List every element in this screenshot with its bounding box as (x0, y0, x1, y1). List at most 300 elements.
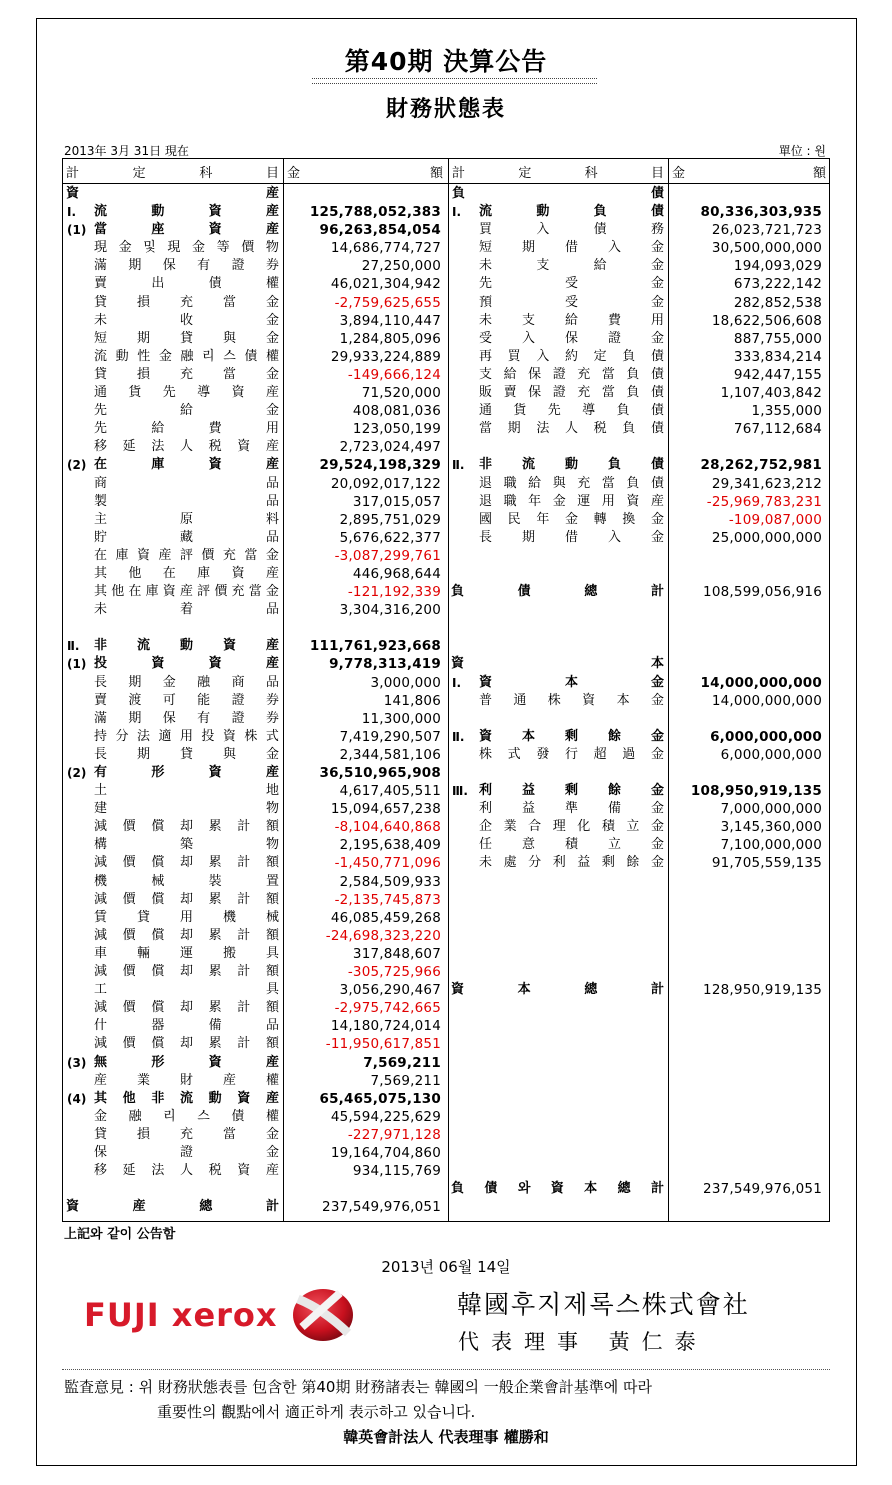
amount-value: 19,164,704,860 (330, 1144, 441, 1161)
table-row (63, 529, 448, 547)
account-label: 資 本 總 計 (451, 982, 664, 998)
amount-value: -3,087,299,761 (334, 547, 441, 564)
table-row (63, 601, 448, 619)
section-number: Ⅲ. (452, 784, 468, 799)
total-row (448, 583, 829, 601)
amount-value: 108,950,919,135 (690, 783, 822, 800)
page-title: 第40期 決算公告 (344, 47, 548, 76)
amount-value: 125,788,052,383 (309, 204, 441, 221)
table-row (63, 854, 448, 872)
table-row (63, 456, 448, 474)
account-label: 無 形 資 産 (94, 1054, 279, 1070)
account-label: 金 融 리 스 債 權 (94, 1108, 279, 1124)
table-row (63, 999, 448, 1017)
table-row (63, 1090, 448, 1108)
amount-value: 14,000,000,000 (700, 674, 822, 691)
table-row (448, 728, 829, 746)
blank-row (448, 637, 829, 655)
account-label: 先 受 金 (479, 276, 664, 292)
xerox-sphere-icon (290, 1287, 356, 1343)
table-header (63, 159, 829, 184)
table-row (448, 294, 829, 312)
amount-value: 108,599,056,916 (703, 584, 822, 601)
table-row (448, 818, 829, 836)
blank-row (448, 1162, 829, 1180)
amount-value: 128,950,919,135 (703, 982, 822, 999)
table-row (63, 800, 448, 818)
amount-value: -2,135,745,873 (334, 891, 441, 908)
table-row (448, 384, 829, 402)
blank-row (448, 1126, 829, 1144)
amount-value: -109,087,000 (728, 511, 822, 528)
table-row (448, 746, 829, 764)
announcement-date: 2013년 06월 14일 (381, 1258, 511, 1276)
table-row (63, 438, 448, 456)
account-label: 未 着 品 (94, 602, 279, 618)
amount-value: -11,950,617,851 (325, 1036, 441, 1053)
account-label: 預 受 金 (479, 294, 664, 310)
amount-value: -121,192,339 (347, 584, 441, 601)
amount-value: 30,500,000,000 (711, 240, 822, 257)
section-number: (2) (67, 458, 87, 473)
table-row (63, 728, 448, 746)
amount-value: 80,336,303,935 (700, 204, 822, 221)
table-row (448, 836, 829, 854)
assets-column (63, 185, 448, 1216)
section-label-liabilities: 負 債 (452, 186, 664, 201)
blank-row (448, 565, 829, 583)
blank-row (448, 1090, 829, 1108)
account-label: 長 期 借 入 金 (479, 529, 664, 545)
blank-row (448, 1144, 829, 1162)
amount-value: 141,806 (383, 692, 441, 709)
ceo-name: 代表理事 黃仁泰 (458, 1330, 708, 1354)
account-label: 賣 渡 可 能 證 券 (94, 692, 279, 708)
amount-value: 673,222,142 (733, 276, 822, 293)
table-row (448, 366, 829, 384)
account-label: 在 庫 資 産 (94, 457, 279, 473)
table-row (448, 655, 829, 673)
amount-value: 26,023,721,723 (711, 222, 822, 239)
account-label: 買 入 債 務 (479, 222, 664, 238)
account-label: 先 給 金 (94, 403, 279, 419)
account-label: 減 價 償 却 累 計 額 (94, 891, 279, 907)
account-label: 短 期 借 入 金 (479, 240, 664, 256)
header-account-right: 計 定 科 目 (452, 166, 664, 181)
amount-value: 6,000,000,000 (720, 746, 822, 763)
account-label: 有 形 資 産 (94, 765, 279, 780)
account-label: 負 債 와 資 本 總 計 (451, 1181, 664, 1197)
account-label: 建 物 (94, 801, 279, 817)
amount-value: -227,971,128 (347, 1126, 441, 1143)
table-row (448, 529, 829, 547)
table-row (448, 402, 829, 420)
account-label: 任 意 積 立 金 (479, 837, 664, 853)
blank-row (448, 601, 829, 619)
amount-value: 7,569,211 (363, 1054, 441, 1071)
section-number: (1) (67, 657, 87, 672)
amount-value: 237,549,976,051 (322, 1199, 441, 1216)
amount-value: 1,355,000 (751, 403, 822, 420)
table-row (63, 221, 448, 239)
amount-value: 7,569,211 (370, 1072, 441, 1089)
header-account-left: 計 定 科 目 (66, 166, 279, 181)
account-label: 長 期 貸 與 金 (94, 746, 279, 762)
account-label: 利 益 準 備 金 (479, 801, 664, 817)
assets-rows (63, 203, 448, 1216)
amount-value: 29,341,623,212 (711, 475, 822, 492)
table-row (448, 475, 829, 493)
account-label: 減 價 償 却 累 計 額 (94, 855, 279, 871)
amount-value: 3,304,316,200 (339, 602, 441, 619)
account-label: 流 動 性 金 融 리 스 債 權 (94, 348, 279, 364)
auditor-signature: 韓英會計法人 代表理事 權勝和 (343, 1428, 549, 1446)
table-row (63, 1162, 448, 1180)
title-divider (312, 78, 597, 84)
table-row (63, 1017, 448, 1035)
table-row (63, 746, 448, 764)
amount-value: 6,000,000,000 (710, 728, 822, 745)
table-row (63, 384, 448, 402)
amount-value: 25,000,000,000 (711, 529, 822, 546)
account-label: 貸 損 充 當 金 (94, 294, 279, 310)
amount-value: 2,895,751,029 (339, 511, 441, 528)
account-label: 在 庫 資 産 評 價 充 當 金 (94, 547, 279, 563)
account-label: 減 價 償 却 累 計 額 (94, 819, 279, 835)
account-label: 貸 損 充 當 金 (94, 1126, 279, 1142)
table-row (448, 275, 829, 293)
table-row (63, 981, 448, 999)
blank-row (448, 1108, 829, 1126)
section-number: (1) (67, 223, 87, 238)
amount-value: 3,056,290,467 (339, 982, 441, 999)
table-row (63, 511, 448, 529)
table-row (63, 710, 448, 728)
account-label: 賣 出 債 權 (94, 276, 279, 292)
account-label: 長 期 金 融 商 品 (94, 674, 279, 690)
account-label: 當 期 法 人 税 負 債 (479, 421, 664, 437)
table-row (448, 692, 829, 710)
table-row (63, 565, 448, 583)
account-label: 滿 期 保 有 證 券 (94, 710, 279, 726)
amount-value: 3,894,110,447 (339, 312, 441, 329)
table-row (448, 203, 829, 221)
account-label: 持 分 法 適 用 投 資 株 式 (94, 728, 279, 744)
account-label: 移 延 法 人 税 資 産 (94, 439, 279, 455)
account-label: 退 職 給 與 充 當 負 債 (479, 475, 664, 491)
table-row (448, 854, 829, 872)
balance-sheet-table (62, 158, 830, 1222)
amount-value: -305,725,966 (347, 964, 441, 981)
table-row (63, 1108, 448, 1126)
amount-value: -2,759,625,655 (334, 294, 441, 311)
table-row (448, 800, 829, 818)
announcement-note: 上記와 같이 公告함 (64, 1227, 176, 1242)
table-row (63, 547, 448, 565)
account-label: 減 價 償 却 累 計 額 (94, 1036, 279, 1052)
table-row (63, 366, 448, 384)
table-row (448, 239, 829, 257)
amount-value: 46,021,304,942 (330, 276, 441, 293)
amount-value: 29,524,198,329 (319, 457, 441, 474)
table-row (63, 674, 448, 692)
blank-row (448, 1072, 829, 1090)
amount-value: 11,300,000 (361, 710, 441, 727)
account-label: 短 期 貸 與 金 (94, 330, 279, 346)
company-name: 韓國후지제록스株式會社 (457, 1290, 750, 1319)
account-label: 滿 期 保 有 證 券 (94, 258, 279, 274)
account-label: 非 流 動 資 産 (94, 638, 279, 654)
account-label: 移 延 法 人 税 資 産 (94, 1163, 279, 1179)
account-label: 負 債 總 計 (451, 584, 664, 600)
table-row (63, 330, 448, 348)
section-number: Ⅱ. (452, 729, 465, 744)
audit-opinion-line2: 重要性의 觀點에서 適正하게 表示하고 있습니다. (157, 1403, 476, 1421)
amount-value: 123,050,199 (352, 421, 441, 438)
table-row (448, 511, 829, 529)
blank-row (448, 710, 829, 728)
account-label: 什 器 備 品 (94, 1018, 279, 1034)
account-label: 流 動 負 債 (479, 204, 664, 220)
amount-value: 14,180,724,014 (330, 1018, 441, 1035)
table-row (448, 312, 829, 330)
amount-value: 767,112,684 (733, 421, 822, 438)
account-label: 構 築 物 (94, 837, 279, 853)
amount-value: 15,094,657,238 (330, 801, 441, 818)
amount-value: 111,761,923,668 (309, 638, 441, 655)
amount-value: 27,250,000 (361, 258, 441, 275)
logo-wordmark: FUJI xerox (84, 1296, 278, 1334)
amount-value: 194,093,029 (733, 258, 822, 275)
liabilities-rows (448, 203, 829, 1198)
table-row (63, 1126, 448, 1144)
amount-value: 282,852,538 (733, 294, 822, 311)
table-row (63, 493, 448, 511)
table-row (63, 963, 448, 981)
amount-value: 446,968,644 (352, 565, 441, 582)
amount-value: 2,723,024,497 (339, 439, 441, 456)
account-label: 其 他 非 流 動 資 産 (94, 1090, 279, 1106)
blank-row (448, 1035, 829, 1053)
amount-value: 20,092,017,122 (330, 475, 441, 492)
section-number: Ⅱ. (67, 639, 80, 654)
account-label: 退 職 年 金 運 用 資 産 (479, 493, 664, 509)
table-row (63, 402, 448, 420)
account-label: 未 支 給 金 (479, 258, 664, 274)
amount-value: -1,450,771,096 (334, 855, 441, 872)
amount-value: -2,975,742,665 (334, 1000, 441, 1017)
blank-row (448, 1017, 829, 1035)
blank-row (448, 764, 829, 782)
account-label: 支 給 保 證 充 當 負 債 (479, 366, 664, 382)
amount-value: 91,705,559,135 (711, 855, 822, 872)
section-number: (4) (67, 1091, 87, 1106)
table-row (448, 221, 829, 239)
table-row (63, 1035, 448, 1053)
account-label: 資 本 金 (479, 674, 664, 690)
account-label: 貸 損 充 當 金 (94, 366, 279, 382)
amount-value: 1,284,805,096 (339, 330, 441, 347)
table-row (63, 1054, 448, 1072)
table-row (63, 782, 448, 800)
table-row (63, 891, 448, 909)
blank-row (448, 945, 829, 963)
account-label: 未 收 金 (94, 312, 279, 328)
account-label: 機 械 裝 置 (94, 873, 279, 889)
amount-value: 887,755,000 (733, 330, 822, 347)
total-row (63, 1198, 448, 1216)
amount-value: 5,676,622,377 (339, 529, 441, 546)
account-label: 車 輛 運 搬 具 (94, 945, 279, 961)
amount-value: 7,100,000,000 (720, 837, 822, 854)
amount-value: 317,848,607 (352, 945, 441, 962)
blank-row (448, 873, 829, 891)
account-label: 投 資 資 産 (94, 656, 279, 672)
amount-value: 317,015,057 (352, 493, 441, 510)
account-label: 再 買 入 約 定 負 債 (479, 348, 664, 364)
table-row (448, 420, 829, 438)
account-label: 其 他 在 庫 資 産 (94, 565, 279, 581)
table-row (63, 1144, 448, 1162)
account-label: 資 産 總 計 (66, 1199, 279, 1215)
account-label: 産 業 財 産 權 (94, 1072, 279, 1088)
amount-value: 237,549,976,051 (703, 1181, 822, 1198)
table-row (63, 294, 448, 312)
amount-value: 942,447,155 (733, 366, 822, 383)
amount-value: 96,263,854,054 (319, 222, 441, 239)
header-amount-left: 金 額 (287, 166, 443, 181)
table-row (63, 637, 448, 655)
amount-value: 45,594,225,629 (330, 1108, 441, 1125)
table-row (63, 873, 448, 891)
amount-value: 4,617,405,511 (339, 783, 441, 800)
account-label: 未 支 給 費 用 (479, 312, 664, 328)
audit-opinion-line1: 監査意見 : 위 財務狀態表를 包含한 第40期 財務諸表는 韓國의 一般企業會計基準에 따라 (64, 1378, 652, 1396)
table-row (63, 655, 448, 673)
blank-row (448, 999, 829, 1017)
table-row (448, 782, 829, 800)
amount-value: 28,262,752,981 (700, 457, 822, 474)
section-number: Ⅰ. (452, 675, 462, 690)
liabilities-column (448, 185, 829, 1198)
unit-label: 單位 : 원 (778, 144, 826, 158)
table-row (448, 257, 829, 275)
amount-value: 2,195,638,409 (339, 837, 441, 854)
account-label: 賃 貸 用 機 械 (94, 909, 279, 925)
amount-value: 36,510,965,908 (319, 765, 441, 781)
section-label-assets: 資 産 (66, 186, 279, 201)
table-row (63, 692, 448, 710)
table-row (448, 330, 829, 348)
total-row (448, 981, 829, 999)
amount-value: 46,085,459,268 (330, 909, 441, 926)
table-row (63, 836, 448, 854)
table-row (63, 312, 448, 330)
as-of-date: 2013年 3月 31日 現在 (64, 144, 189, 158)
account-label: 企 業 合 理 化 積 立 金 (479, 819, 664, 835)
account-label: 現 金 및 現 金 等 價 物 (94, 240, 279, 256)
blank-row (448, 547, 829, 565)
table-row (448, 674, 829, 692)
account-label: 販 賣 保 證 充 當 負 債 (479, 385, 664, 401)
blank-row (448, 1054, 829, 1072)
table-row (63, 275, 448, 293)
section-number: Ⅱ. (452, 458, 465, 473)
account-label: 貯 藏 品 (94, 529, 279, 545)
amount-value: 7,419,290,507 (339, 728, 441, 745)
blank-row (63, 619, 448, 637)
amount-value: 333,834,214 (733, 348, 822, 365)
blank-row (448, 438, 829, 456)
amount-value: -24,698,323,220 (325, 927, 441, 944)
table-row (63, 927, 448, 945)
amount-value: 934,115,769 (352, 1163, 441, 1180)
amount-value: 7,000,000,000 (720, 801, 822, 818)
amount-value: 2,584,509,933 (339, 873, 441, 890)
amount-value: 2,344,581,106 (339, 746, 441, 763)
account-label: 普 通 株 資 本 金 (479, 692, 664, 708)
amount-value: 14,686,774,727 (330, 240, 441, 257)
account-label: 國 民 年 金 轉 換 金 (479, 511, 664, 527)
amount-value: 1,107,403,842 (720, 385, 822, 402)
blank-row (448, 891, 829, 909)
table-row (63, 1072, 448, 1090)
table-row (63, 203, 448, 221)
account-label: 非 流 動 負 債 (479, 457, 664, 473)
blank-row (448, 927, 829, 945)
fuji-xerox-logo (84, 1287, 356, 1343)
amount-value: -149,666,124 (347, 366, 441, 383)
table-row (63, 764, 448, 782)
section-number: Ⅰ. (67, 205, 77, 220)
account-label: 利 益 剩 餘 金 (479, 783, 664, 799)
table-row (63, 239, 448, 257)
account-label: 其 他 在 庫 資 産 評 價 充 當 金 (94, 584, 279, 600)
account-label: 土 地 (94, 783, 279, 799)
account-label: 通 貨 先 導 資 産 (94, 385, 279, 401)
table-row (63, 818, 448, 836)
account-label: 通 貨 先 導 負 債 (479, 403, 664, 419)
account-label: 主 原 料 (94, 511, 279, 527)
table-row (63, 420, 448, 438)
audit-divider (62, 1369, 830, 1370)
amount-value: 3,000,000 (370, 674, 441, 691)
account-label: 當 座 資 産 (94, 222, 279, 238)
account-label: 減 價 償 却 累 計 額 (94, 927, 279, 943)
account-label: 商 品 (94, 475, 279, 491)
account-label: 未 處 分 利 益 剩 餘 金 (479, 855, 664, 871)
table-row (63, 475, 448, 493)
amount-value: 9,778,313,419 (329, 656, 441, 673)
account-label: 先 給 費 用 (94, 421, 279, 437)
total-row (448, 1180, 829, 1198)
amount-value: 3,145,360,000 (720, 819, 822, 836)
table-row (63, 909, 448, 927)
amount-value: -25,969,783,231 (706, 493, 822, 510)
statement-title: 財務狀態表 (385, 97, 506, 122)
amount-value: 65,465,075,130 (319, 1090, 441, 1107)
account-label: 減 價 償 却 累 計 額 (94, 964, 279, 980)
account-label: 工 具 (94, 982, 279, 998)
account-label: 受 入 保 證 金 (479, 330, 664, 346)
section-number: Ⅰ. (452, 205, 462, 220)
table-row (63, 945, 448, 963)
table-row (63, 257, 448, 275)
table-row (63, 583, 448, 601)
section-number: (2) (67, 766, 87, 780)
section-number: (3) (67, 1055, 87, 1070)
blank-row (448, 909, 829, 927)
